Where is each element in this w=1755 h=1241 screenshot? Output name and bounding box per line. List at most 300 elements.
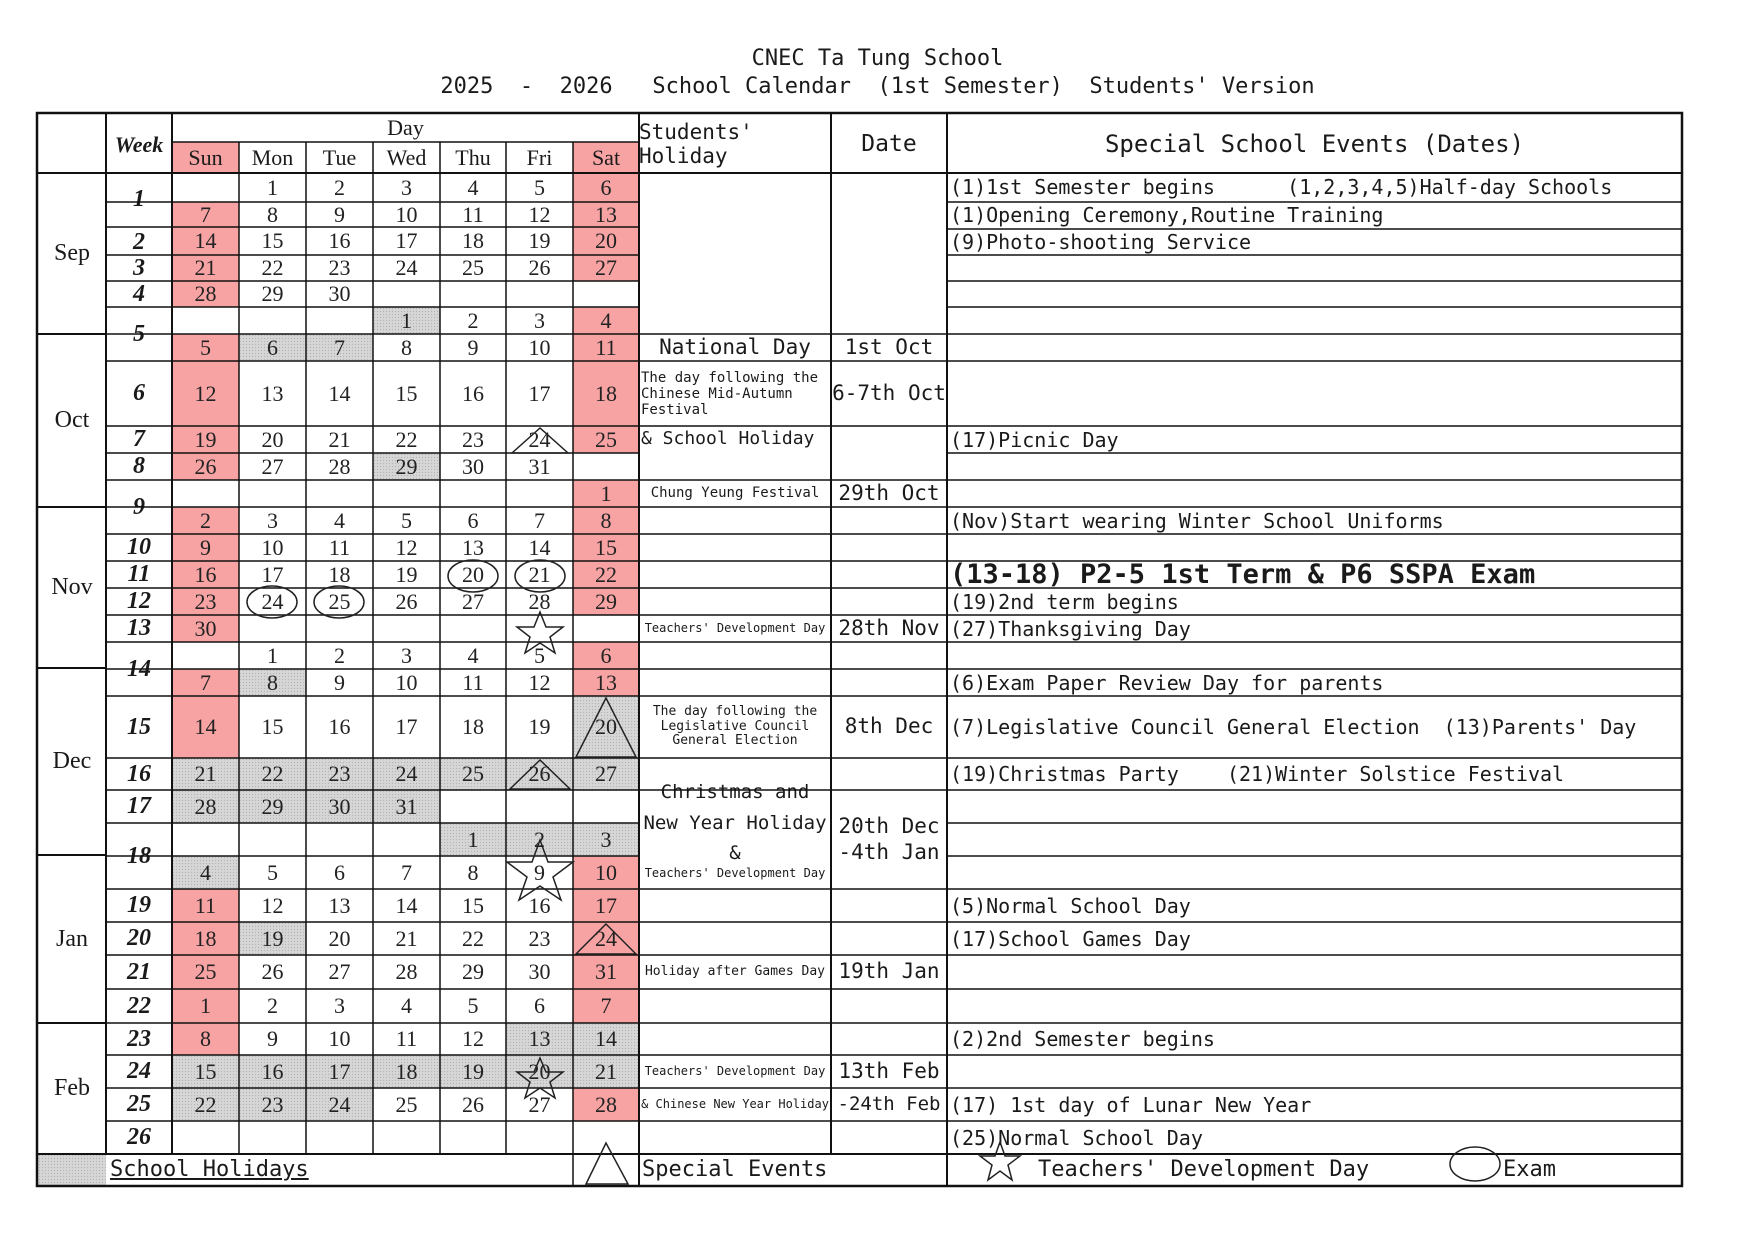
- day-cell: 14: [573, 1023, 639, 1055]
- day-cell: 18: [172, 922, 239, 955]
- holiday-christmas-new-year: Christmas and New Year Holiday &: [643, 781, 827, 865]
- day-cell: 26: [395, 588, 418, 614]
- day-cell: 9: [267, 1026, 278, 1051]
- day-cell: 22: [395, 426, 418, 452]
- school-name: CNEC Ta Tung School: [751, 46, 1004, 71]
- week-number: 15: [127, 713, 151, 740]
- day-cell: 10: [261, 534, 284, 560]
- day-cell: 30: [172, 615, 239, 642]
- day-cell: 4: [467, 642, 479, 668]
- day-cell: 12: [261, 892, 284, 918]
- day-cell: 6: [573, 173, 639, 202]
- day-cell: 13: [506, 1023, 573, 1055]
- day-cell: 31: [573, 955, 639, 989]
- day-cell: 1: [267, 174, 278, 200]
- event-entry: (25)Normal School Day: [950, 1125, 1203, 1150]
- day-cell: 21: [395, 925, 418, 951]
- day-cell: 11: [395, 1026, 418, 1051]
- holiday-chinese-new-year: & Chinese New Year Holiday: [641, 1096, 829, 1111]
- day-cell: 17: [261, 561, 284, 587]
- day-cell: 27: [573, 255, 639, 281]
- day-cell: 10: [528, 334, 551, 360]
- day-cell: 12: [172, 361, 239, 426]
- day-cell: [306, 615, 373, 642]
- day-cell: 10: [395, 669, 418, 695]
- day-cell: 9: [467, 334, 479, 360]
- calendar-title: 2025 - 2026 School Calendar (1st Semester) Students' Version: [440, 74, 1315, 99]
- holiday-date: 8th Dec: [844, 714, 934, 739]
- week-number: 23: [127, 1025, 151, 1052]
- day-cell: [239, 823, 306, 856]
- week-number: 6: [133, 380, 145, 406]
- day-cell: 2: [334, 174, 345, 200]
- day-cell: 21: [328, 426, 351, 452]
- month-label: Nov: [51, 574, 93, 600]
- day-cell: 22: [261, 255, 284, 280]
- day-cell: [172, 642, 239, 669]
- legend-school-holidays: School Holidays: [110, 1157, 309, 1182]
- students-holiday-header: [639, 114, 831, 173]
- day-cell: [506, 281, 573, 307]
- day-cell: 6: [239, 334, 306, 361]
- week-number: 8: [133, 453, 145, 479]
- day-cell: 15: [462, 892, 484, 918]
- day-cell: 22: [239, 758, 306, 790]
- day-cell: [573, 790, 639, 823]
- day-cell: 23: [328, 255, 351, 280]
- day-cell: 18: [462, 228, 484, 253]
- day-cell: 24: [261, 588, 284, 614]
- holiday-teachers-dev-jan: Teachers' Development Day: [644, 866, 826, 881]
- day-cell: [506, 480, 573, 507]
- day-cell: 28: [328, 453, 351, 479]
- day-cell: 6: [467, 507, 479, 533]
- day-name-sun: Sun: [172, 142, 239, 173]
- week-number: 19: [127, 892, 151, 918]
- day-cell: 19: [528, 228, 551, 253]
- day-cell: 19: [172, 426, 239, 453]
- day-cell: [172, 173, 239, 202]
- day-cell: [506, 615, 573, 642]
- day-cell: 27: [462, 588, 484, 614]
- day-cell: 28: [395, 959, 418, 984]
- day-cell: 30: [528, 959, 551, 984]
- holiday-mid-autumn: The day following the Chinese Mid-Autumn Festival: [641, 369, 819, 419]
- week-number: 26: [127, 1124, 151, 1150]
- day-cell: [440, 790, 506, 823]
- day-cell: 23: [306, 758, 373, 790]
- day-cell: 14: [395, 892, 418, 918]
- day-cell: 9: [534, 859, 545, 885]
- week-number: 4: [133, 280, 145, 307]
- day-name-sat: Sat: [573, 142, 639, 173]
- week-number: 7: [133, 426, 145, 452]
- day-cell: 29: [239, 790, 306, 823]
- day-cell: 28: [528, 588, 551, 614]
- week-number: 10: [127, 534, 151, 560]
- week-number: 9: [133, 493, 145, 520]
- day-cell: 11: [462, 669, 484, 695]
- day-cell: 16: [328, 714, 351, 739]
- day-cell: 3: [267, 507, 278, 533]
- day-cell: 12: [528, 669, 551, 695]
- day-cell: 21: [573, 1055, 639, 1088]
- day-cell: 17: [395, 228, 418, 253]
- week-number: 1: [133, 186, 145, 212]
- day-cell: 15: [261, 714, 284, 739]
- day-cell: 5: [467, 993, 479, 1018]
- day-cell: 20: [261, 426, 284, 452]
- holiday-school-holiday: & School Holiday: [641, 428, 815, 450]
- day-cell: [306, 307, 373, 334]
- day-cell: 1: [267, 642, 278, 668]
- day-cell: 23: [528, 925, 551, 951]
- day-cell: 31: [373, 790, 440, 823]
- week-number: 24: [127, 1058, 151, 1084]
- day-cell: 25: [440, 758, 506, 790]
- day-cell: 11: [462, 201, 484, 227]
- day-cell: 14: [528, 534, 551, 560]
- day-cell: 29: [373, 453, 440, 480]
- day-cell: 11: [328, 534, 351, 560]
- event-entry: (17)School Games Day: [950, 926, 1191, 951]
- day-cell: [373, 281, 440, 307]
- event-entry: (1)1st Semester begins (1,2,3,4,5)Half-day Schools: [950, 175, 1613, 199]
- day-cell: [239, 307, 306, 334]
- legend-holiday-swatch: [38, 1154, 106, 1185]
- day-cell: 3: [534, 307, 545, 333]
- day-cell: 20: [462, 561, 484, 587]
- day-cell: 25: [462, 255, 484, 280]
- day-cell: 27: [528, 1091, 551, 1117]
- day-cell: 20: [573, 696, 639, 758]
- day-cell: [573, 281, 639, 307]
- day-cell: [373, 823, 440, 856]
- day-cell: 22: [462, 925, 484, 951]
- month-label: Dec: [52, 748, 92, 774]
- event-entry: (19)Christmas Party (21)Winter Solstice Festival: [950, 762, 1565, 786]
- event-entry: (9)Photo-shooting Service: [950, 230, 1252, 254]
- day-cell: 27: [328, 959, 351, 984]
- day-cell: 4: [401, 993, 412, 1018]
- holiday-date: 13th Feb: [838, 1058, 940, 1083]
- holiday-teachers-dev-nov: Teachers' Development Day: [644, 620, 826, 635]
- day-cell: 8: [401, 334, 412, 360]
- day-cell: 21: [528, 561, 551, 587]
- day-cell: 29: [462, 959, 484, 984]
- event-entry: (17) 1st day of Lunar New Year: [950, 1092, 1312, 1117]
- holiday-date: 1st Oct: [844, 334, 934, 359]
- holiday-date: 20th Dec -4th Jan: [838, 814, 940, 864]
- holiday-chung-yeung: Chung Yeung Festival: [650, 485, 820, 502]
- week-number: 17: [127, 793, 151, 819]
- day-cell: [239, 615, 306, 642]
- day-cell: 11: [573, 334, 639, 361]
- legend-exam: Exam: [1503, 1157, 1556, 1182]
- week-number: 20: [127, 925, 151, 951]
- day-cell: 13: [573, 669, 639, 696]
- week-number: 2: [133, 228, 145, 255]
- week-number: 16: [127, 760, 151, 787]
- day-cell: 12: [528, 201, 551, 227]
- day-cell: 1: [172, 989, 239, 1023]
- day-header: [172, 114, 639, 142]
- day-cell: 7: [534, 507, 545, 533]
- day-cell: 6: [334, 859, 345, 885]
- day-cell: 20: [328, 925, 351, 951]
- day-cell: [440, 480, 506, 507]
- day-cell: 24: [573, 922, 639, 955]
- day-cell: 25: [172, 955, 239, 989]
- week-number: 5: [133, 320, 145, 347]
- day-cell: 23: [239, 1088, 306, 1121]
- day-cell: 7: [306, 334, 373, 361]
- day-cell: 29: [573, 588, 639, 615]
- day-cell: 22: [573, 561, 639, 588]
- day-cell: 4: [334, 507, 345, 533]
- students-holiday-header-label: Students' Holiday: [639, 119, 753, 168]
- day-cell: 25: [395, 1091, 418, 1117]
- holiday-date: 29th Oct: [838, 480, 940, 505]
- day-header-label: Day: [387, 115, 424, 140]
- day-name-thu: Thu: [455, 144, 491, 170]
- day-cell: 2: [172, 507, 239, 534]
- day-cell: 18: [573, 361, 639, 426]
- day-cell: 19: [395, 561, 418, 587]
- day-cell: 17: [528, 380, 551, 406]
- legend-teachers-dev-day: Teachers' Development Day: [1038, 1157, 1370, 1182]
- day-name-wed: Wed: [386, 144, 427, 170]
- day-cell: 1: [573, 480, 639, 507]
- day-cell: 6: [534, 993, 545, 1018]
- day-cell: 12: [395, 534, 418, 560]
- events-header: [947, 114, 1682, 173]
- day-cell: 3: [401, 642, 412, 668]
- event-entry-exam: (13-18) P2-5 1st Term & P6 SSPA Exam: [950, 559, 1536, 590]
- day-cell: 16: [462, 380, 484, 406]
- day-cell: 10: [395, 201, 418, 227]
- day-cell: 30: [328, 281, 351, 306]
- day-cell: 13: [328, 892, 351, 918]
- holiday-after-games-day: Holiday after Games Day: [644, 963, 825, 979]
- event-entry: (7)Legislative Council General Election (13)Parents' Day: [950, 715, 1637, 739]
- day-cell: 26: [528, 255, 551, 280]
- month-label: Sep: [54, 240, 90, 266]
- day-cell: 8: [467, 859, 479, 885]
- day-cell: [172, 480, 239, 507]
- day-cell: 8: [172, 1023, 239, 1055]
- holiday-national-day: National Day: [659, 335, 811, 360]
- day-cell: 26: [462, 1091, 484, 1117]
- date-header-label: Date: [861, 130, 917, 157]
- day-cell: 13: [261, 380, 284, 406]
- day-cell: 17: [306, 1055, 373, 1088]
- month-label: Oct: [54, 407, 90, 433]
- day-name-fri: Fri: [526, 144, 553, 170]
- day-cell: 24: [395, 255, 418, 280]
- holiday-date: 6-7th Oct: [832, 380, 946, 405]
- day-cell: 7: [573, 989, 639, 1023]
- day-cell: 31: [528, 453, 551, 479]
- month-label: Feb: [54, 1075, 90, 1101]
- event-entry: (17)Picnic Day: [950, 427, 1119, 452]
- event-entry: (2)2nd Semester begins: [950, 1027, 1215, 1051]
- day-cell: 19: [440, 1055, 506, 1088]
- event-entry: (6)Exam Paper Review Day for parents: [950, 670, 1384, 695]
- day-cell: 13: [462, 534, 484, 560]
- day-cell: 16: [328, 228, 351, 253]
- day-cell: [172, 307, 239, 334]
- day-cell: 26: [172, 453, 239, 480]
- day-cell: 19: [239, 922, 306, 955]
- day-cell: 16: [239, 1055, 306, 1088]
- week-number: 21: [127, 958, 151, 985]
- day-cell: 1: [440, 823, 506, 856]
- day-cell: 19: [528, 714, 551, 739]
- day-cell: 7: [172, 669, 239, 696]
- day-cell: 10: [328, 1026, 351, 1051]
- day-cell: 7: [172, 202, 239, 227]
- day-cell: 24: [373, 758, 440, 790]
- day-cell: 1: [373, 307, 440, 334]
- day-cell: 2: [506, 823, 573, 856]
- day-cell: 15: [395, 380, 418, 406]
- holiday-date: 19th Jan: [838, 959, 940, 984]
- day-cell: 6: [573, 642, 639, 669]
- day-cell: 11: [172, 889, 239, 922]
- day-cell: 3: [573, 823, 639, 856]
- event-entry: (Nov)Start wearing Winter School Uniforms: [950, 508, 1444, 533]
- day-cell: 26: [261, 959, 284, 984]
- day-cell: 16: [172, 561, 239, 588]
- day-cell: 18: [462, 714, 484, 739]
- day-cell: [306, 823, 373, 856]
- week-number: 18: [127, 842, 151, 869]
- day-cell: 5: [534, 174, 545, 200]
- day-cell: 10: [573, 856, 639, 889]
- day-cell: 9: [172, 534, 239, 561]
- day-cell: [506, 790, 573, 823]
- day-cell: 22: [172, 1088, 239, 1121]
- day-cell: [239, 480, 306, 507]
- legend-special-events: Special Events: [642, 1157, 828, 1182]
- day-cell: [373, 480, 440, 507]
- day-cell: 17: [573, 889, 639, 922]
- day-cell: 20: [506, 1055, 573, 1088]
- day-cell: 4: [467, 174, 479, 200]
- holiday-date: 28th Nov: [838, 615, 940, 640]
- day-cell: 18: [373, 1055, 440, 1088]
- day-cell: 7: [401, 859, 412, 885]
- day-cell: 18: [328, 561, 351, 587]
- day-cell: 5: [172, 334, 239, 361]
- day-cell: 14: [172, 696, 239, 758]
- date-header: [831, 114, 947, 173]
- day-cell: 8: [239, 669, 306, 696]
- week-number: 22: [127, 992, 151, 1019]
- day-cell: 13: [573, 202, 639, 227]
- day-cell: 30: [306, 790, 373, 823]
- holiday-date: -24th Feb: [837, 1093, 941, 1116]
- day-cell: 15: [573, 534, 639, 561]
- day-cell: 2: [334, 642, 345, 668]
- week-header: [106, 130, 172, 160]
- day-cell: 28: [172, 281, 239, 307]
- day-cell: 23: [172, 588, 239, 615]
- day-cell: 4: [172, 856, 239, 889]
- day-cell: 29: [261, 281, 284, 306]
- day-cell: 17: [395, 714, 418, 739]
- day-cell: 27: [573, 758, 639, 790]
- day-cell: 15: [172, 1055, 239, 1088]
- day-cell: 23: [462, 426, 484, 452]
- day-cell: 28: [172, 790, 239, 823]
- week-number: 13: [127, 615, 151, 641]
- event-entry: (5)Normal School Day: [950, 893, 1191, 918]
- week-number: 11: [127, 561, 151, 587]
- day-cell: [373, 615, 440, 642]
- day-cell: 25: [573, 426, 639, 453]
- day-cell: 3: [334, 993, 345, 1018]
- day-cell: 25: [328, 588, 351, 614]
- week-number: 25: [127, 1091, 151, 1117]
- week-number: 12: [127, 588, 151, 614]
- day-cell: 3: [401, 174, 412, 200]
- day-name-mon: Mon: [251, 144, 294, 170]
- day-cell: 20: [573, 227, 639, 255]
- event-entry: (27)Thanksgiving Day: [950, 616, 1191, 641]
- day-cell: 24: [528, 426, 551, 452]
- day-cell: 8: [267, 201, 278, 227]
- day-cell: 21: [172, 255, 239, 281]
- week-header-label: Week: [114, 132, 164, 157]
- day-cell: 5: [401, 507, 412, 533]
- holiday-legco-election: The day following the Legislative Council General Election: [652, 703, 818, 749]
- day-cell: 28: [573, 1088, 639, 1121]
- day-cell: 27: [261, 453, 284, 479]
- holiday-teachers-dev-feb: Teachers' Development Day: [644, 1063, 826, 1078]
- events-header-label: Special School Events (Dates): [1104, 129, 1525, 158]
- day-cell: 2: [467, 307, 479, 333]
- day-cell: [573, 453, 639, 480]
- day-cell: 24: [306, 1088, 373, 1121]
- day-cell: 9: [334, 669, 345, 695]
- day-cell: 4: [573, 307, 639, 334]
- day-cell: 12: [462, 1026, 484, 1051]
- event-entry: (19)2nd term begins: [950, 589, 1179, 614]
- day-cell: 9: [334, 201, 345, 227]
- day-cell: 5: [534, 642, 545, 668]
- day-cell: 8: [573, 507, 639, 534]
- day-cell: 2: [267, 993, 278, 1018]
- day-cell: 15: [261, 228, 284, 253]
- day-cell: [440, 615, 506, 642]
- day-cell: 16: [528, 892, 551, 918]
- day-cell: 21: [172, 758, 239, 790]
- week-number: 14: [127, 655, 151, 682]
- day-cell: 14: [328, 380, 351, 406]
- day-cell: [573, 615, 639, 642]
- day-cell: 14: [172, 227, 239, 255]
- event-entry: (1)Opening Ceremony,Routine Training: [950, 203, 1384, 227]
- day-cell: [172, 823, 239, 856]
- day-name-tue: Tue: [322, 144, 357, 170]
- day-cell: 30: [462, 453, 484, 479]
- day-cell: [306, 480, 373, 507]
- day-cell: [440, 281, 506, 307]
- day-cell: 5: [267, 859, 278, 885]
- day-cell: 26: [506, 758, 573, 790]
